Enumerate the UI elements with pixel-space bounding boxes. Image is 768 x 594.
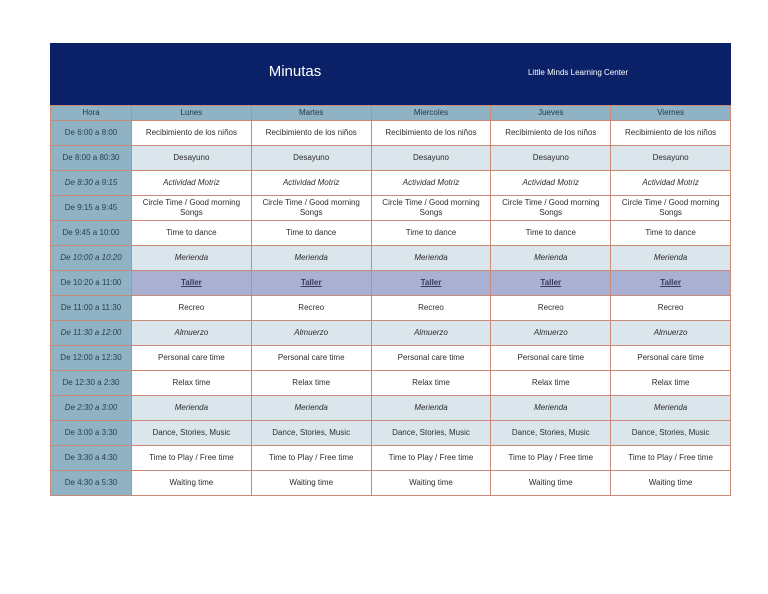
activity-cell-viernes: Time to Play / Free time	[611, 446, 731, 471]
activity-cell-jueves: Time to dance	[491, 221, 611, 246]
activity-cell-martes: Merienda	[251, 246, 371, 271]
activity-cell-miercoles: Relax time	[371, 371, 491, 396]
schedule-body	[51, 121, 731, 496]
activity-cell-lunes: Time to Play / Free time	[132, 446, 252, 471]
column-header-lunes: Lunes	[132, 106, 252, 121]
table-row	[51, 246, 731, 271]
table-row	[51, 146, 731, 171]
time-cell: De 9:45 a 10:00	[51, 221, 132, 246]
activity-cell-martes: Taller	[251, 271, 371, 296]
activity-cell-miercoles: Taller	[371, 271, 491, 296]
activity-cell-viernes: Recreo	[611, 296, 731, 321]
activity-cell-jueves: Recreo	[491, 296, 611, 321]
activity-cell-miercoles: Dance, Stories, Music	[371, 421, 491, 446]
activity-cell-lunes: Waiting time	[132, 471, 252, 496]
activity-cell-jueves: Taller	[491, 271, 611, 296]
activity-cell-lunes: Dance, Stories, Music	[132, 421, 252, 446]
table-row	[51, 121, 731, 146]
activity-cell-jueves: Personal care time	[491, 346, 611, 371]
activity-cell-martes: Waiting time	[251, 471, 371, 496]
activity-cell-viernes: Circle Time / Good morning Songs	[611, 196, 731, 221]
header-row	[51, 106, 731, 121]
activity-cell-martes: Circle Time / Good morning Songs	[251, 196, 371, 221]
activity-cell-martes: Merienda	[251, 396, 371, 421]
activity-cell-viernes: Actividad Motriz	[611, 171, 731, 196]
schedule-sheet	[50, 43, 731, 496]
time-cell: De 3:30 a 4:30	[51, 446, 132, 471]
activity-cell-viernes: Recibimiento de los niños	[611, 121, 731, 146]
activity-cell-jueves: Merienda	[491, 396, 611, 421]
activity-cell-lunes: Circle Time / Good morning Songs	[132, 196, 252, 221]
activity-cell-lunes: Actividad Motriz	[132, 171, 252, 196]
activity-cell-martes: Desayuno	[251, 146, 371, 171]
activity-cell-martes: Time to Play / Free time	[251, 446, 371, 471]
activity-cell-martes: Relax time	[251, 371, 371, 396]
column-header-jueves: Jueves	[491, 106, 611, 121]
time-cell: De 11:00 a 11:30	[51, 296, 132, 321]
activity-cell-lunes: Relax time	[132, 371, 252, 396]
activity-cell-viernes: Time to dance	[611, 221, 731, 246]
activity-cell-jueves: Waiting time	[491, 471, 611, 496]
table-row	[51, 171, 731, 196]
time-cell: De 12:00 a 12:30	[51, 346, 132, 371]
activity-cell-miercoles: Recreo	[371, 296, 491, 321]
activity-cell-miercoles: Waiting time	[371, 471, 491, 496]
time-cell: De 12:30 a 2:30	[51, 371, 132, 396]
column-header-martes: Martes	[251, 106, 371, 121]
table-row	[51, 446, 731, 471]
activity-cell-lunes: Desayuno	[132, 146, 252, 171]
activity-cell-miercoles: Merienda	[371, 246, 491, 271]
activity-cell-lunes: Recreo	[132, 296, 252, 321]
organization-name: Little Minds Learning Center	[527, 68, 629, 77]
activity-cell-jueves: Merienda	[491, 246, 611, 271]
activity-cell-martes: Recreo	[251, 296, 371, 321]
activity-cell-martes: Personal care time	[251, 346, 371, 371]
activity-cell-miercoles: Actividad Motriz	[371, 171, 491, 196]
schedule-table	[50, 105, 731, 496]
activity-cell-martes: Actividad Motriz	[251, 171, 371, 196]
column-header-hora: Hora	[51, 106, 132, 121]
table-row	[51, 221, 731, 246]
title-banner	[50, 43, 731, 105]
activity-cell-viernes: Dance, Stories, Music	[611, 421, 731, 446]
table-row	[51, 471, 731, 496]
activity-cell-jueves: Relax time	[491, 371, 611, 396]
time-cell: De 4:30 a 5:30	[51, 471, 132, 496]
time-cell: De 2:30 a 3:00	[51, 396, 132, 421]
column-header-viernes: Viernes	[611, 106, 731, 121]
activity-cell-martes: Almuerzo	[251, 321, 371, 346]
activity-cell-jueves: Actividad Motriz	[491, 171, 611, 196]
activity-cell-lunes: Taller	[132, 271, 252, 296]
page-title: Minutas	[268, 63, 322, 80]
activity-cell-jueves: Time to Play / Free time	[491, 446, 611, 471]
activity-cell-miercoles: Personal care time	[371, 346, 491, 371]
activity-cell-martes: Time to dance	[251, 221, 371, 246]
time-cell: De 10:00 a 10:20	[51, 246, 132, 271]
time-cell: De 8:30 a 9:15	[51, 171, 132, 196]
table-row	[51, 371, 731, 396]
activity-cell-jueves: Dance, Stories, Music	[491, 421, 611, 446]
column-header-miercoles: Miercoles	[371, 106, 491, 121]
activity-cell-jueves: Desayuno	[491, 146, 611, 171]
time-cell: De 9:15 a 9:45	[51, 196, 132, 221]
activity-cell-lunes: Personal care time	[132, 346, 252, 371]
activity-cell-martes: Dance, Stories, Music	[251, 421, 371, 446]
table-row	[51, 296, 731, 321]
time-cell: De 8:00 a 80:30	[51, 146, 132, 171]
activity-cell-lunes: Recibimiento de los niños	[132, 121, 252, 146]
time-cell: De 6:00 a 8:00	[51, 121, 132, 146]
table-row	[51, 421, 731, 446]
activity-cell-lunes: Time to dance	[132, 221, 252, 246]
table-row	[51, 346, 731, 371]
activity-cell-martes: Recibimiento de los niños	[251, 121, 371, 146]
activity-cell-viernes: Relax time	[611, 371, 731, 396]
activity-cell-jueves: Almuerzo	[491, 321, 611, 346]
table-row	[51, 321, 731, 346]
table-row	[51, 196, 731, 221]
activity-cell-jueves: Recibimiento de los niños	[491, 121, 611, 146]
activity-cell-lunes: Merienda	[132, 246, 252, 271]
activity-cell-miercoles: Time to dance	[371, 221, 491, 246]
time-cell: De 3:00 a 3:30	[51, 421, 132, 446]
activity-cell-miercoles: Almuerzo	[371, 321, 491, 346]
time-cell: De 10:20 a 11:00	[51, 271, 132, 296]
table-row	[51, 271, 731, 296]
activity-cell-miercoles: Time to Play / Free time	[371, 446, 491, 471]
activity-cell-miercoles: Recibimiento de los niños	[371, 121, 491, 146]
table-row	[51, 396, 731, 421]
activity-cell-miercoles: Circle Time / Good morning Songs	[371, 196, 491, 221]
activity-cell-jueves: Circle Time / Good morning Songs	[491, 196, 611, 221]
activity-cell-miercoles: Desayuno	[371, 146, 491, 171]
activity-cell-viernes: Desayuno	[611, 146, 731, 171]
activity-cell-viernes: Almuerzo	[611, 321, 731, 346]
time-cell: De 11:30 a 12:00	[51, 321, 132, 346]
activity-cell-viernes: Merienda	[611, 396, 731, 421]
activity-cell-viernes: Waiting time	[611, 471, 731, 496]
activity-cell-lunes: Merienda	[132, 396, 252, 421]
activity-cell-viernes: Merienda	[611, 246, 731, 271]
activity-cell-viernes: Taller	[611, 271, 731, 296]
activity-cell-viernes: Personal care time	[611, 346, 731, 371]
activity-cell-lunes: Almuerzo	[132, 321, 252, 346]
activity-cell-miercoles: Merienda	[371, 396, 491, 421]
